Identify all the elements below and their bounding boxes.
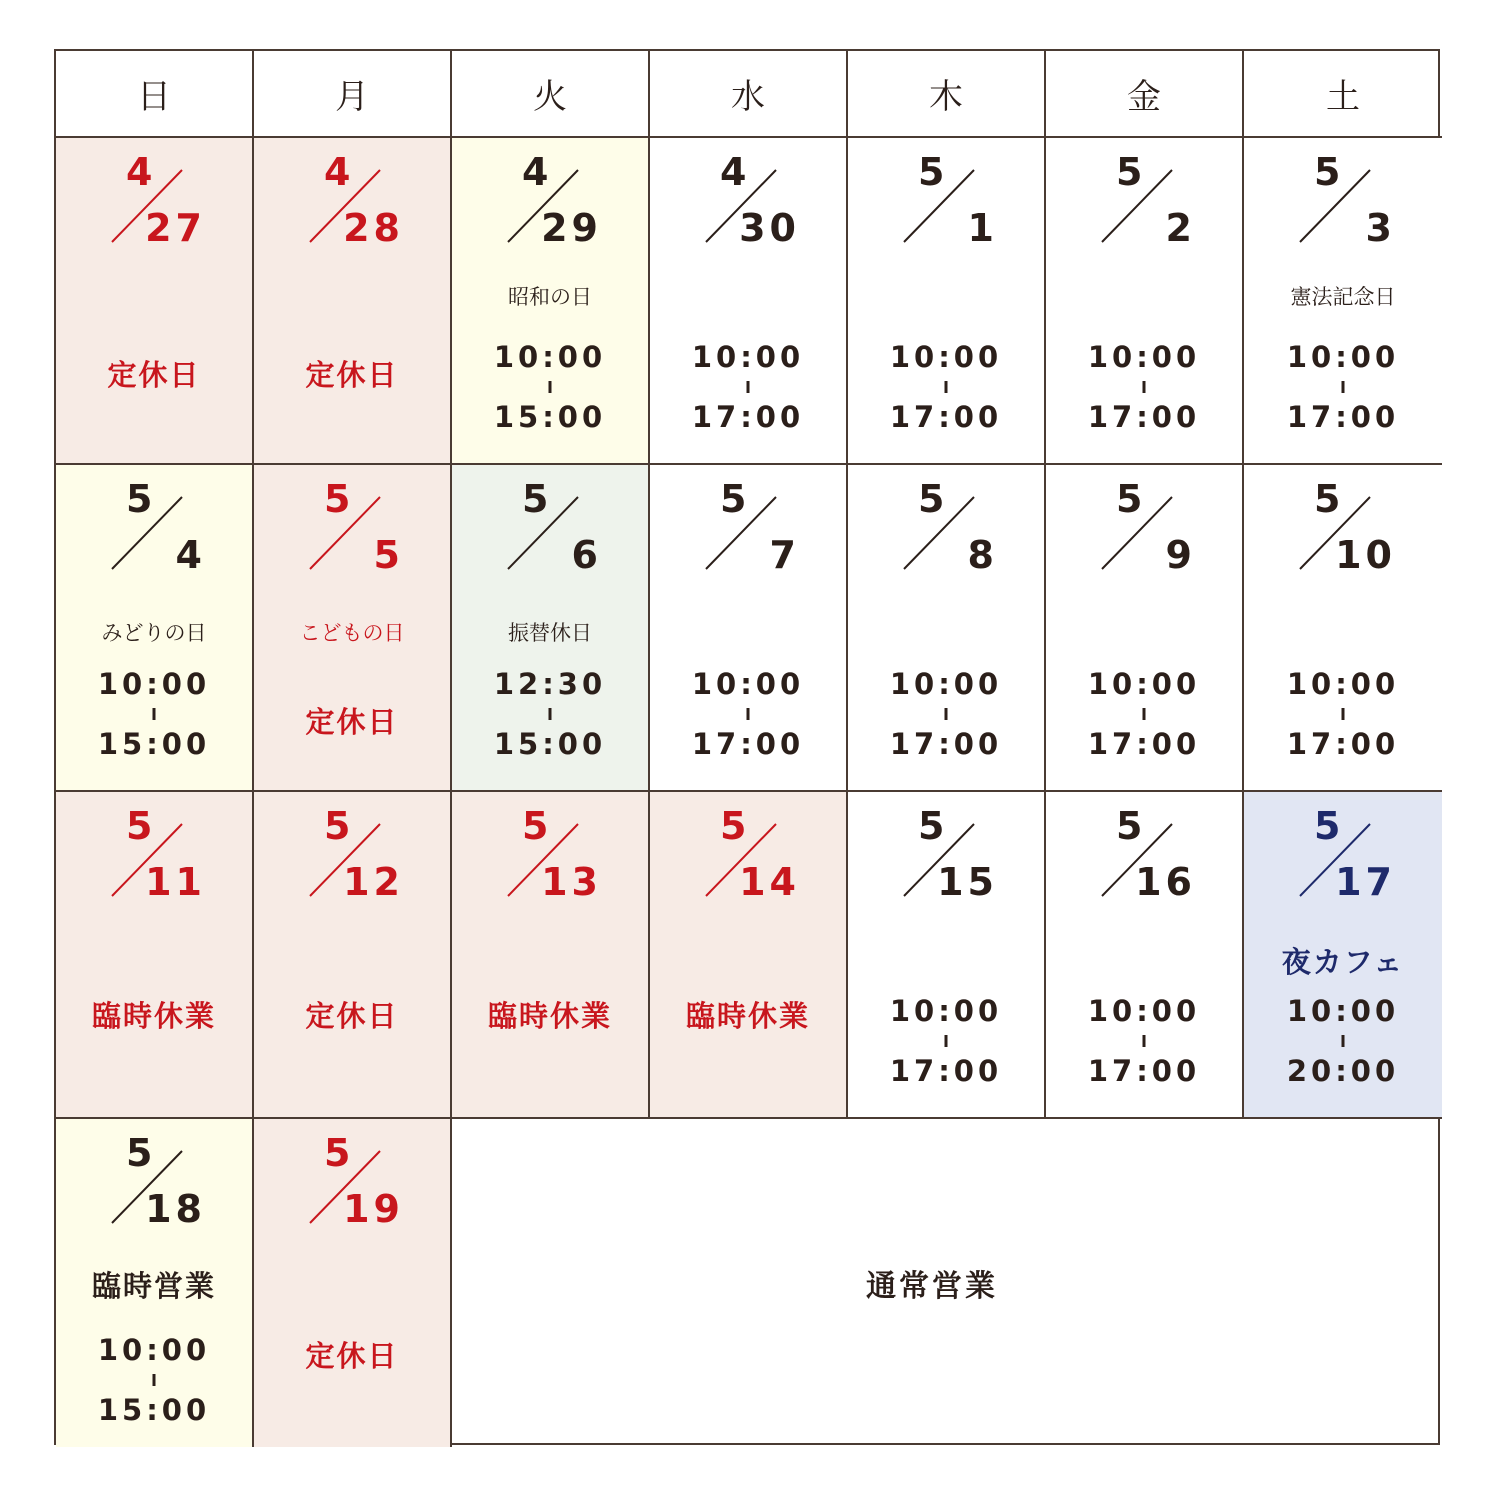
business-hours — [56, 663, 252, 765]
time-separator — [56, 1371, 252, 1389]
closed-status: 定休日 — [305, 999, 399, 1033]
day-cell — [848, 465, 1046, 792]
closed-status: 定休日 — [305, 705, 399, 739]
month-number: 5 — [324, 1131, 351, 1175]
month-number: 5 — [1116, 477, 1143, 521]
month-number: 5 — [1116, 150, 1143, 194]
time-separator — [848, 378, 1044, 396]
time-separator — [650, 705, 846, 723]
open-time: 10:00 — [691, 667, 805, 701]
day-cell — [452, 138, 650, 465]
day-number: 27 — [145, 206, 206, 250]
time-separator — [56, 705, 252, 723]
close-time: 17:00 — [1286, 727, 1400, 761]
business-calendar — [54, 49, 1440, 1445]
month-number: 5 — [720, 477, 747, 521]
date-label — [56, 1119, 252, 1249]
open-time: 10:00 — [691, 340, 805, 374]
day-cell — [254, 465, 452, 792]
close-time: 17:00 — [1286, 400, 1400, 434]
open-time: 10:00 — [493, 340, 607, 374]
weekday-header: 金 — [1046, 51, 1244, 138]
close-time: 15:00 — [97, 727, 211, 761]
open-time: 12:30 — [493, 667, 607, 701]
month-number: 5 — [126, 477, 153, 521]
month-number: 5 — [324, 804, 351, 848]
special-event: 臨時営業 — [91, 1269, 216, 1303]
month-number: 5 — [522, 804, 549, 848]
day-number: 30 — [739, 206, 800, 250]
close-time: 15:00 — [493, 400, 607, 434]
close-time: 17:00 — [889, 400, 1003, 434]
date-label — [848, 465, 1044, 595]
month-number: 4 — [324, 150, 351, 194]
day-cell — [254, 1119, 452, 1447]
time-separator — [1244, 378, 1442, 396]
date-label — [1244, 792, 1442, 922]
business-hours — [650, 663, 846, 765]
closed-status: 定休日 — [305, 358, 399, 392]
day-cell — [452, 465, 650, 792]
normal-hours-block — [452, 1119, 1442, 1447]
day-number: 11 — [145, 860, 206, 904]
day-number: 2 — [1165, 206, 1196, 250]
close-time: 20:00 — [1286, 1054, 1400, 1088]
month-number: 5 — [324, 477, 351, 521]
weekday-header: 日 — [56, 51, 254, 138]
weekday-header: 月 — [254, 51, 452, 138]
time-separator — [1046, 1032, 1242, 1050]
close-time: 15:00 — [97, 1393, 211, 1427]
day-cell — [56, 1119, 254, 1447]
day-cell — [650, 465, 848, 792]
closed-status: 定休日 — [107, 358, 201, 392]
close-time: 17:00 — [691, 727, 805, 761]
day-number: 8 — [967, 533, 998, 577]
time-separator — [1244, 1032, 1442, 1050]
business-hours — [848, 990, 1044, 1092]
holiday-name: 振替休日 — [508, 621, 592, 645]
calendar-grid — [54, 49, 1440, 1445]
weekday-header: 水 — [650, 51, 848, 138]
date-label — [254, 465, 450, 595]
day-number: 29 — [541, 206, 602, 250]
special-event: 夜カフェ — [1281, 945, 1405, 979]
date-label — [1046, 792, 1242, 922]
closed-status: 臨時休業 — [91, 999, 216, 1033]
business-hours — [650, 336, 846, 438]
date-label — [1046, 465, 1242, 595]
business-hours — [1046, 663, 1242, 765]
date-label — [848, 138, 1044, 268]
day-number: 3 — [1365, 206, 1396, 250]
date-label — [56, 465, 252, 595]
business-hours — [1046, 336, 1242, 438]
day-number: 12 — [343, 860, 404, 904]
day-number: 19 — [343, 1187, 404, 1231]
day-number: 5 — [373, 533, 404, 577]
day-number: 16 — [1135, 860, 1196, 904]
day-cell — [1244, 465, 1442, 792]
day-number: 1 — [967, 206, 998, 250]
day-cell — [1244, 792, 1442, 1119]
time-separator — [848, 1032, 1044, 1050]
time-separator — [452, 705, 648, 723]
close-time: 17:00 — [1087, 400, 1201, 434]
date-label — [650, 138, 846, 268]
time-separator — [1244, 705, 1442, 723]
date-label — [1244, 465, 1442, 595]
normal-hours-label: 通常営業 — [866, 1269, 998, 1304]
open-time: 10:00 — [1286, 994, 1400, 1028]
month-number: 4 — [126, 150, 153, 194]
closed-status: 定休日 — [305, 1339, 399, 1373]
month-number: 5 — [918, 804, 945, 848]
month-number: 5 — [126, 804, 153, 848]
month-number: 5 — [522, 477, 549, 521]
month-number: 5 — [1314, 477, 1341, 521]
month-number: 5 — [918, 150, 945, 194]
date-label — [452, 465, 648, 595]
time-separator — [1046, 378, 1242, 396]
weekday-header: 土 — [1244, 51, 1442, 138]
date-label — [254, 1119, 450, 1249]
date-label — [1244, 138, 1442, 268]
weekday-header: 火 — [452, 51, 650, 138]
day-cell — [452, 792, 650, 1119]
day-number: 15 — [937, 860, 998, 904]
open-time: 10:00 — [97, 1333, 211, 1367]
day-cell — [56, 792, 254, 1119]
day-number: 7 — [769, 533, 800, 577]
date-label — [650, 465, 846, 595]
month-number: 5 — [720, 804, 747, 848]
date-label — [254, 138, 450, 268]
day-cell — [650, 138, 848, 465]
business-hours — [1244, 990, 1442, 1092]
date-label — [848, 792, 1044, 922]
month-number: 5 — [126, 1131, 153, 1175]
date-label — [1046, 138, 1242, 268]
business-hours — [1046, 990, 1242, 1092]
open-time: 10:00 — [1087, 994, 1201, 1028]
day-number: 18 — [145, 1187, 206, 1231]
closed-status: 臨時休業 — [487, 999, 612, 1033]
open-time: 10:00 — [889, 994, 1003, 1028]
business-hours — [452, 336, 648, 438]
date-label — [452, 792, 648, 922]
business-hours — [1244, 336, 1442, 438]
open-time: 10:00 — [1087, 667, 1201, 701]
holiday-name: こどもの日 — [299, 621, 405, 645]
business-hours — [1244, 663, 1442, 765]
month-number: 5 — [918, 477, 945, 521]
business-hours — [56, 1329, 252, 1431]
business-hours — [452, 663, 648, 765]
open-time: 10:00 — [1087, 340, 1201, 374]
month-number: 5 — [1314, 804, 1341, 848]
day-cell — [56, 465, 254, 792]
day-number: 10 — [1335, 533, 1396, 577]
day-cell — [1046, 465, 1244, 792]
open-time: 10:00 — [1286, 667, 1400, 701]
time-separator — [452, 378, 648, 396]
day-cell — [848, 138, 1046, 465]
day-number: 4 — [175, 533, 206, 577]
month-number: 5 — [1116, 804, 1143, 848]
close-time: 15:00 — [493, 727, 607, 761]
close-time: 17:00 — [1087, 727, 1201, 761]
day-cell — [650, 792, 848, 1119]
day-cell — [1046, 792, 1244, 1119]
time-separator — [848, 705, 1044, 723]
close-time: 17:00 — [691, 400, 805, 434]
day-number: 13 — [541, 860, 602, 904]
day-number: 6 — [571, 533, 602, 577]
open-time: 10:00 — [97, 667, 211, 701]
weekday-header: 木 — [848, 51, 1046, 138]
date-label — [56, 792, 252, 922]
day-cell — [1046, 138, 1244, 465]
day-number: 9 — [1165, 533, 1196, 577]
open-time: 10:00 — [889, 667, 1003, 701]
month-number: 5 — [1314, 150, 1341, 194]
day-number: 17 — [1335, 860, 1396, 904]
open-time: 10:00 — [889, 340, 1003, 374]
day-cell — [848, 792, 1046, 1119]
date-label — [56, 138, 252, 268]
closed-status: 臨時休業 — [685, 999, 810, 1033]
day-cell — [56, 138, 254, 465]
close-time: 17:00 — [889, 1054, 1003, 1088]
date-label — [650, 792, 846, 922]
holiday-name: 昭和の日 — [508, 285, 592, 309]
day-cell — [254, 792, 452, 1119]
day-number: 28 — [343, 206, 404, 250]
time-separator — [1046, 705, 1242, 723]
holiday-name: みどりの日 — [101, 621, 207, 645]
business-hours — [848, 663, 1044, 765]
business-hours — [848, 336, 1044, 438]
close-time: 17:00 — [1087, 1054, 1201, 1088]
holiday-name: 憲法記念日 — [1290, 285, 1396, 309]
time-separator — [650, 378, 846, 396]
day-cell — [254, 138, 452, 465]
date-label — [254, 792, 450, 922]
month-number: 4 — [720, 150, 747, 194]
date-label — [452, 138, 648, 268]
day-number: 14 — [739, 860, 800, 904]
month-number: 4 — [522, 150, 549, 194]
day-cell — [1244, 138, 1442, 465]
close-time: 17:00 — [889, 727, 1003, 761]
open-time: 10:00 — [1286, 340, 1400, 374]
